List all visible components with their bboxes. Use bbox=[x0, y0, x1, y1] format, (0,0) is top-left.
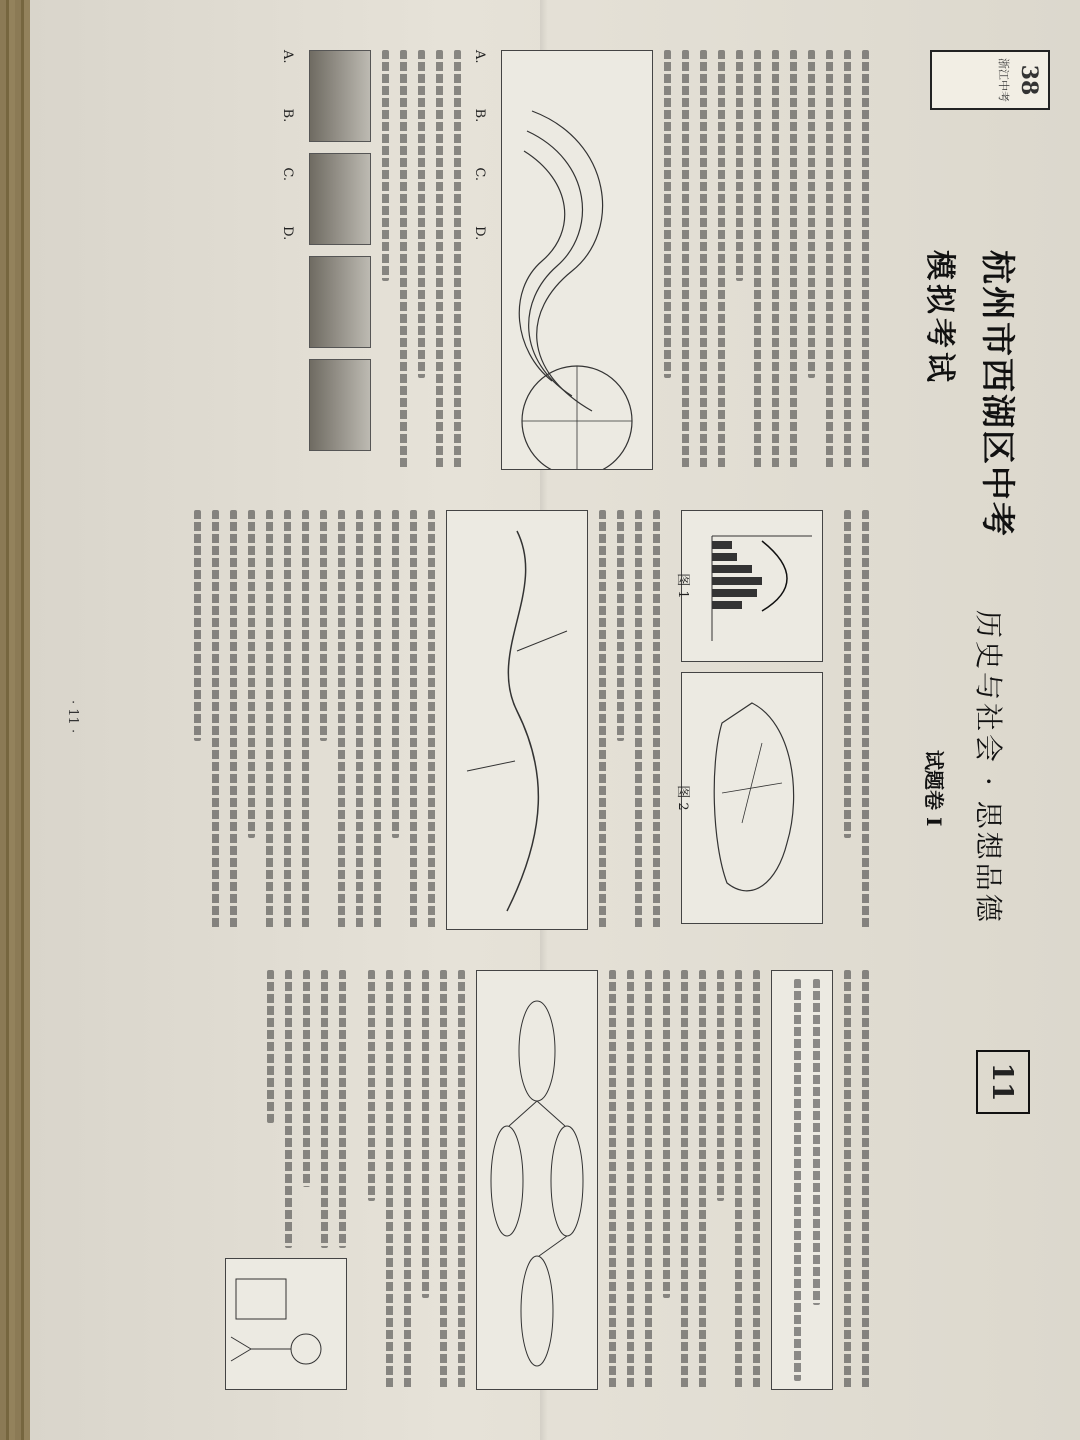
text-line bbox=[772, 50, 779, 470]
exam-subtitle: 模拟考试 bbox=[922, 250, 957, 386]
text-line bbox=[338, 510, 345, 930]
river-map-svg bbox=[447, 511, 587, 929]
photo-row bbox=[305, 50, 371, 470]
text-line bbox=[302, 510, 309, 930]
text-line bbox=[368, 970, 375, 1201]
cartoon-svg bbox=[226, 1259, 346, 1389]
text-line bbox=[285, 970, 292, 1248]
option-d: D. bbox=[280, 226, 295, 241]
column-2 bbox=[60, 510, 880, 930]
text-line bbox=[440, 970, 447, 1390]
china-map-figure bbox=[675, 672, 823, 924]
text-line bbox=[844, 50, 851, 470]
text-line bbox=[862, 510, 869, 930]
text-line bbox=[230, 510, 237, 930]
exam-title: 杭州市西湖区中考 bbox=[977, 250, 1017, 538]
text-line bbox=[266, 510, 273, 930]
text-line bbox=[303, 970, 310, 1187]
option-b: B. bbox=[472, 108, 487, 123]
column-1 bbox=[60, 50, 880, 470]
text-line bbox=[635, 510, 642, 930]
option-c: C. bbox=[280, 167, 295, 182]
option-c: C. bbox=[472, 167, 487, 182]
text-line bbox=[356, 510, 363, 930]
option-a: A. bbox=[472, 50, 487, 64]
text-line bbox=[418, 50, 425, 378]
text-line bbox=[599, 510, 606, 930]
text-line bbox=[422, 970, 429, 1298]
paper-label: 试题卷 Ⅰ bbox=[922, 750, 946, 827]
text-line bbox=[844, 970, 851, 1390]
text-line bbox=[458, 970, 465, 1390]
text-line bbox=[653, 510, 660, 930]
text-line bbox=[862, 50, 869, 470]
text-line bbox=[194, 510, 201, 741]
photo-image bbox=[309, 153, 371, 245]
climate-chart-svg bbox=[702, 511, 822, 661]
text-line bbox=[609, 970, 616, 1390]
photo-image bbox=[309, 359, 371, 451]
photo-image bbox=[309, 256, 371, 348]
text-line bbox=[400, 50, 407, 470]
option-d: D. bbox=[472, 226, 487, 241]
figure-2-caption: 图 2 bbox=[675, 785, 690, 811]
photo-image bbox=[309, 50, 371, 142]
page-header bbox=[890, 50, 1050, 1390]
text-line bbox=[682, 50, 689, 470]
mind-map-svg bbox=[477, 971, 597, 1389]
climate-chart-figure bbox=[675, 510, 823, 662]
text-line bbox=[267, 970, 274, 1123]
text-line bbox=[844, 510, 851, 838]
contour-map-figure bbox=[501, 50, 653, 470]
text-line bbox=[813, 979, 820, 1305]
column-3 bbox=[60, 970, 880, 1390]
text-line bbox=[664, 50, 671, 378]
text-line bbox=[404, 970, 411, 1390]
subject-name: 历史与社会 · 思想品德 bbox=[972, 610, 1005, 925]
text-line bbox=[382, 50, 389, 281]
text-line bbox=[321, 970, 328, 1248]
text-line bbox=[826, 50, 833, 470]
info-box bbox=[771, 970, 833, 1390]
text-line bbox=[428, 510, 435, 930]
text-line bbox=[339, 970, 346, 1248]
text-line bbox=[794, 979, 801, 1381]
text-line bbox=[700, 50, 707, 470]
mind-map-figure bbox=[476, 970, 598, 1390]
rotated-page-content bbox=[30, 0, 1080, 1440]
option-b: B. bbox=[280, 108, 295, 123]
text-line bbox=[248, 510, 255, 838]
text-line bbox=[754, 50, 761, 470]
river-map-figure bbox=[446, 510, 588, 930]
text-line bbox=[392, 510, 399, 838]
text-line bbox=[454, 50, 461, 470]
text-line bbox=[212, 510, 219, 930]
text-line bbox=[320, 510, 327, 741]
text-line bbox=[718, 50, 725, 470]
series-badge bbox=[930, 50, 1050, 110]
text-line bbox=[699, 970, 706, 1390]
cartoon-figure bbox=[225, 1258, 347, 1390]
text-line bbox=[681, 970, 688, 1390]
china-map-svg bbox=[702, 673, 822, 923]
page-number: · 11 · bbox=[65, 700, 80, 734]
final-row bbox=[215, 970, 357, 1390]
text-line bbox=[862, 970, 869, 1390]
final-text-block bbox=[215, 970, 357, 1248]
text-line bbox=[736, 50, 743, 281]
text-line bbox=[374, 510, 381, 930]
badge-sub: 浙江中考 bbox=[997, 58, 1010, 102]
text-line bbox=[735, 970, 742, 1390]
badge-brand: 38 bbox=[1016, 64, 1042, 96]
text-line bbox=[436, 50, 443, 470]
option-a: A. bbox=[280, 50, 295, 64]
text-line bbox=[645, 970, 652, 1390]
text-line bbox=[627, 970, 634, 1390]
text-line bbox=[284, 510, 291, 930]
text-line bbox=[386, 970, 393, 1390]
text-line bbox=[663, 970, 670, 1298]
text-line bbox=[753, 970, 760, 1390]
test-number-box: 11 bbox=[976, 1050, 1030, 1114]
text-line bbox=[790, 50, 797, 470]
text-line bbox=[717, 970, 724, 1201]
text-line bbox=[808, 50, 815, 378]
text-line bbox=[410, 510, 417, 930]
contour-map-svg bbox=[502, 51, 652, 469]
text-line bbox=[617, 510, 624, 741]
figure-1-caption: 图 1 bbox=[675, 573, 690, 599]
figure-row bbox=[671, 510, 833, 930]
